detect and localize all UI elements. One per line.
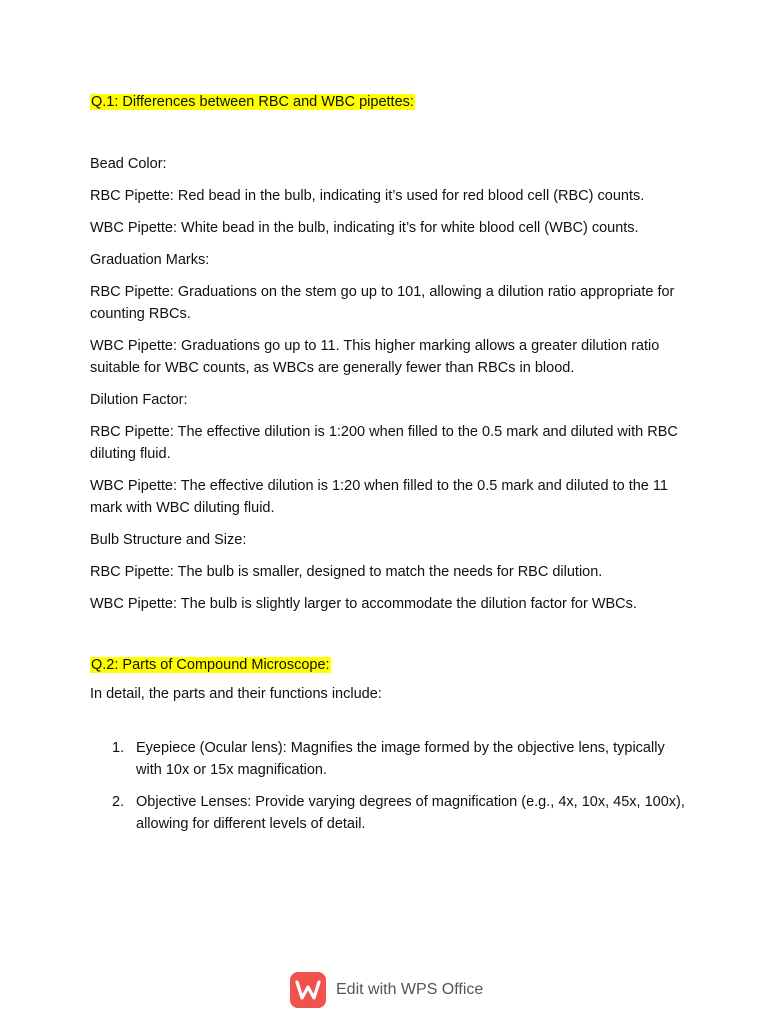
list-item-text: Eyepiece (Ocular lens): Magnifies the image formed by the objective lens, typically with 10x or 15x magnification. bbox=[136, 740, 665, 778]
wps-logo-icon bbox=[290, 972, 326, 1008]
wps-w-glyph-icon bbox=[295, 979, 321, 1001]
list-item-number: 2. bbox=[112, 794, 125, 810]
document-content bbox=[90, 91, 690, 845]
wps-footer-label: Edit with WPS Office bbox=[336, 981, 484, 998]
list-item-text: Objective Lenses: Provide varying degrees of magnification (e.g., 4x, 10x, 45x, 100x), allowing for different levels of detail. bbox=[136, 794, 685, 832]
q1-paragraph: Graduation Marks: bbox=[90, 252, 210, 268]
q1-paragraph: WBC Pipette: White bead in the bulb, indicating it’s for white blood cell (WBC) counts. bbox=[90, 220, 639, 236]
q1-paragraph: RBC Pipette: The bulb is smaller, designed to match the needs for RBC dilution. bbox=[90, 564, 603, 580]
q1-paragraph: WBC Pipette: Graduations go up to 11. This higher marking allows a greater dilution ratio suitable for WBC counts, as WBCs are generally fewer than RBCs in blood. bbox=[90, 338, 660, 376]
q1-paragraph: RBC Pipette: The effective dilution is 1:200 when filled to the 0.5 mark and diluted with RBC diluting fluid. bbox=[90, 424, 678, 462]
list-item bbox=[112, 737, 690, 781]
q1-heading: Q.1: Differences between RBC and WBC pipettes: bbox=[91, 94, 414, 110]
list-item-number: 1. bbox=[112, 740, 125, 756]
q1-paragraph: Bulb Structure and Size: bbox=[90, 532, 247, 548]
list-item bbox=[112, 791, 690, 835]
q2-heading: Q.2: Parts of Compound Microscope: bbox=[91, 657, 330, 673]
q1-paragraph: RBC Pipette: Red bead in the bulb, indicating it’s used for red blood cell (RBC) counts. bbox=[90, 188, 645, 204]
q2-intro: In detail, the parts and their functions include: bbox=[90, 686, 382, 702]
microscope-parts-list bbox=[90, 737, 690, 835]
q1-section-heading bbox=[90, 91, 690, 113]
q1-paragraph: RBC Pipette: Graduations on the stem go up to 101, allowing a dilution ratio appropriate for counting RBCs. bbox=[90, 284, 675, 322]
q2-section-heading bbox=[90, 654, 690, 676]
q1-paragraph: Bead Color: bbox=[90, 156, 167, 172]
q1-paragraph: Dilution Factor: bbox=[90, 392, 188, 408]
q1-paragraph: WBC Pipette: The effective dilution is 1:20 when filled to the 0.5 mark and diluted to the 11 mark with WBC diluting fluid. bbox=[90, 478, 668, 516]
q1-paragraph: WBC Pipette: The bulb is slightly larger to accommodate the dilution factor for WBCs. bbox=[90, 596, 637, 612]
wps-footer-banner[interactable] bbox=[290, 970, 483, 1010]
